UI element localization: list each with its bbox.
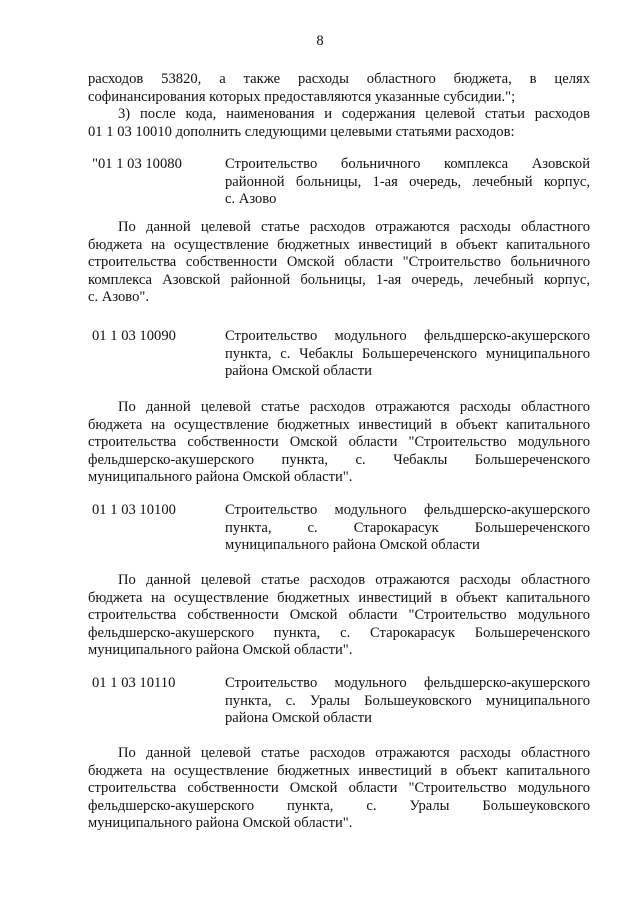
entry-title-line: с. Азово xyxy=(225,191,277,207)
budget-entry-10080 xyxy=(88,156,590,209)
intro-line-2: софинансирования которых предоставляются указанные субсидии."; xyxy=(88,88,516,105)
entry-title-line: муниципального района Омской области xyxy=(225,537,480,553)
entry-title-line: района Омской области xyxy=(225,710,372,726)
entry-title-line: пункта, с. Старокарасук Большереченского xyxy=(225,519,590,536)
description-line: По данной целевой статье расходов отражаются расходы областного xyxy=(118,399,590,415)
description-line: строительства собственности Омской области "Строительство больничного xyxy=(88,254,590,270)
entry-title xyxy=(225,675,590,728)
description-line: бюджета на осуществление бюджетных инвестиций в объект капитального xyxy=(88,589,590,606)
description-line: бюджета на осуществление бюджетных инвестиций в объект капитального xyxy=(88,762,590,779)
entry-description-10110 xyxy=(88,745,590,833)
description-line: фельдшерско-акушерского пункта, с. Старокарасук Большереченского xyxy=(88,624,590,641)
intro-line-1: расходов 53820, а также расходы областного бюджета, в целях xyxy=(88,71,590,87)
item-3-line-2: 01 1 03 10010 дополнить следующими целевыми статьями расходов: xyxy=(88,123,515,140)
entry-title-line: пункта, с. Уралы Большеуковского муниципального xyxy=(225,692,590,709)
description-line: бюджета на осуществление бюджетных инвестиций в объект капитального xyxy=(88,416,590,433)
description-line: бюджета на осуществление бюджетных инвестиций в объект капитального xyxy=(88,236,590,253)
budget-entry-10100 xyxy=(88,502,590,555)
entry-title-line: Строительство больничного комплекса Азовской xyxy=(225,156,590,172)
description-line: муниципального района Омской области". xyxy=(88,469,353,485)
description-line: строительства собственности Омской области "Строительство модульного xyxy=(88,780,590,796)
entry-title-line: районной больницы, 1-ая очередь, лечебный корпус, xyxy=(225,173,590,190)
entry-title xyxy=(225,328,590,381)
entry-code: 01 1 03 10090 xyxy=(92,328,176,344)
page-number: 8 xyxy=(316,33,324,49)
budget-entry-10090 xyxy=(88,328,590,381)
description-line: муниципального района Омской области". xyxy=(88,815,353,831)
entry-title-line: Строительство модульного фельдшерско-акушерского xyxy=(225,502,590,518)
entry-code: "01 1 03 10080 xyxy=(92,156,182,172)
entry-description-10090 xyxy=(88,399,590,487)
entry-description-10080 xyxy=(88,219,590,307)
budget-entry-10110 xyxy=(88,675,590,728)
description-line: строительства собственности Омской области "Строительство модульного xyxy=(88,607,590,623)
entry-description-10100 xyxy=(88,572,590,660)
description-line: фельдшерско-акушерского пункта, с. Уралы Большеуковского xyxy=(88,797,590,814)
item-3-line-1: 3) после кода, наименования и содержания целевой статьи расходов xyxy=(118,106,590,122)
description-line: комплекса Азовской районной больницы, 1-ая очередь, лечебный корпус, xyxy=(88,271,590,288)
description-line: строительства собственности Омской области "Строительство модульного xyxy=(88,434,590,450)
description-line: По данной целевой статье расходов отражаются расходы областного xyxy=(118,572,590,588)
description-line: с. Азово". xyxy=(88,289,149,305)
entry-title-line: пункта, с. Чебаклы Большереченского муниципального xyxy=(225,345,590,362)
description-line: фельдшерско-акушерского пункта, с. Чебаклы Большереченского xyxy=(88,451,590,468)
description-line: По данной целевой статье расходов отражаются расходы областного xyxy=(118,745,590,761)
entry-title-line: района Омской области xyxy=(225,363,372,379)
intro-paragraph xyxy=(88,71,590,141)
entry-code: 01 1 03 10100 xyxy=(92,502,176,518)
description-line: По данной целевой статье расходов отражаются расходы областного xyxy=(118,219,590,235)
entry-code: 01 1 03 10110 xyxy=(92,675,176,691)
entry-title xyxy=(225,502,590,555)
description-line: муниципального района Омской области". xyxy=(88,642,353,658)
entry-title-line: Строительство модульного фельдшерско-акушерского xyxy=(225,328,590,344)
entry-title xyxy=(225,156,590,209)
entry-title-line: Строительство модульного фельдшерско-акушерского xyxy=(225,675,590,691)
